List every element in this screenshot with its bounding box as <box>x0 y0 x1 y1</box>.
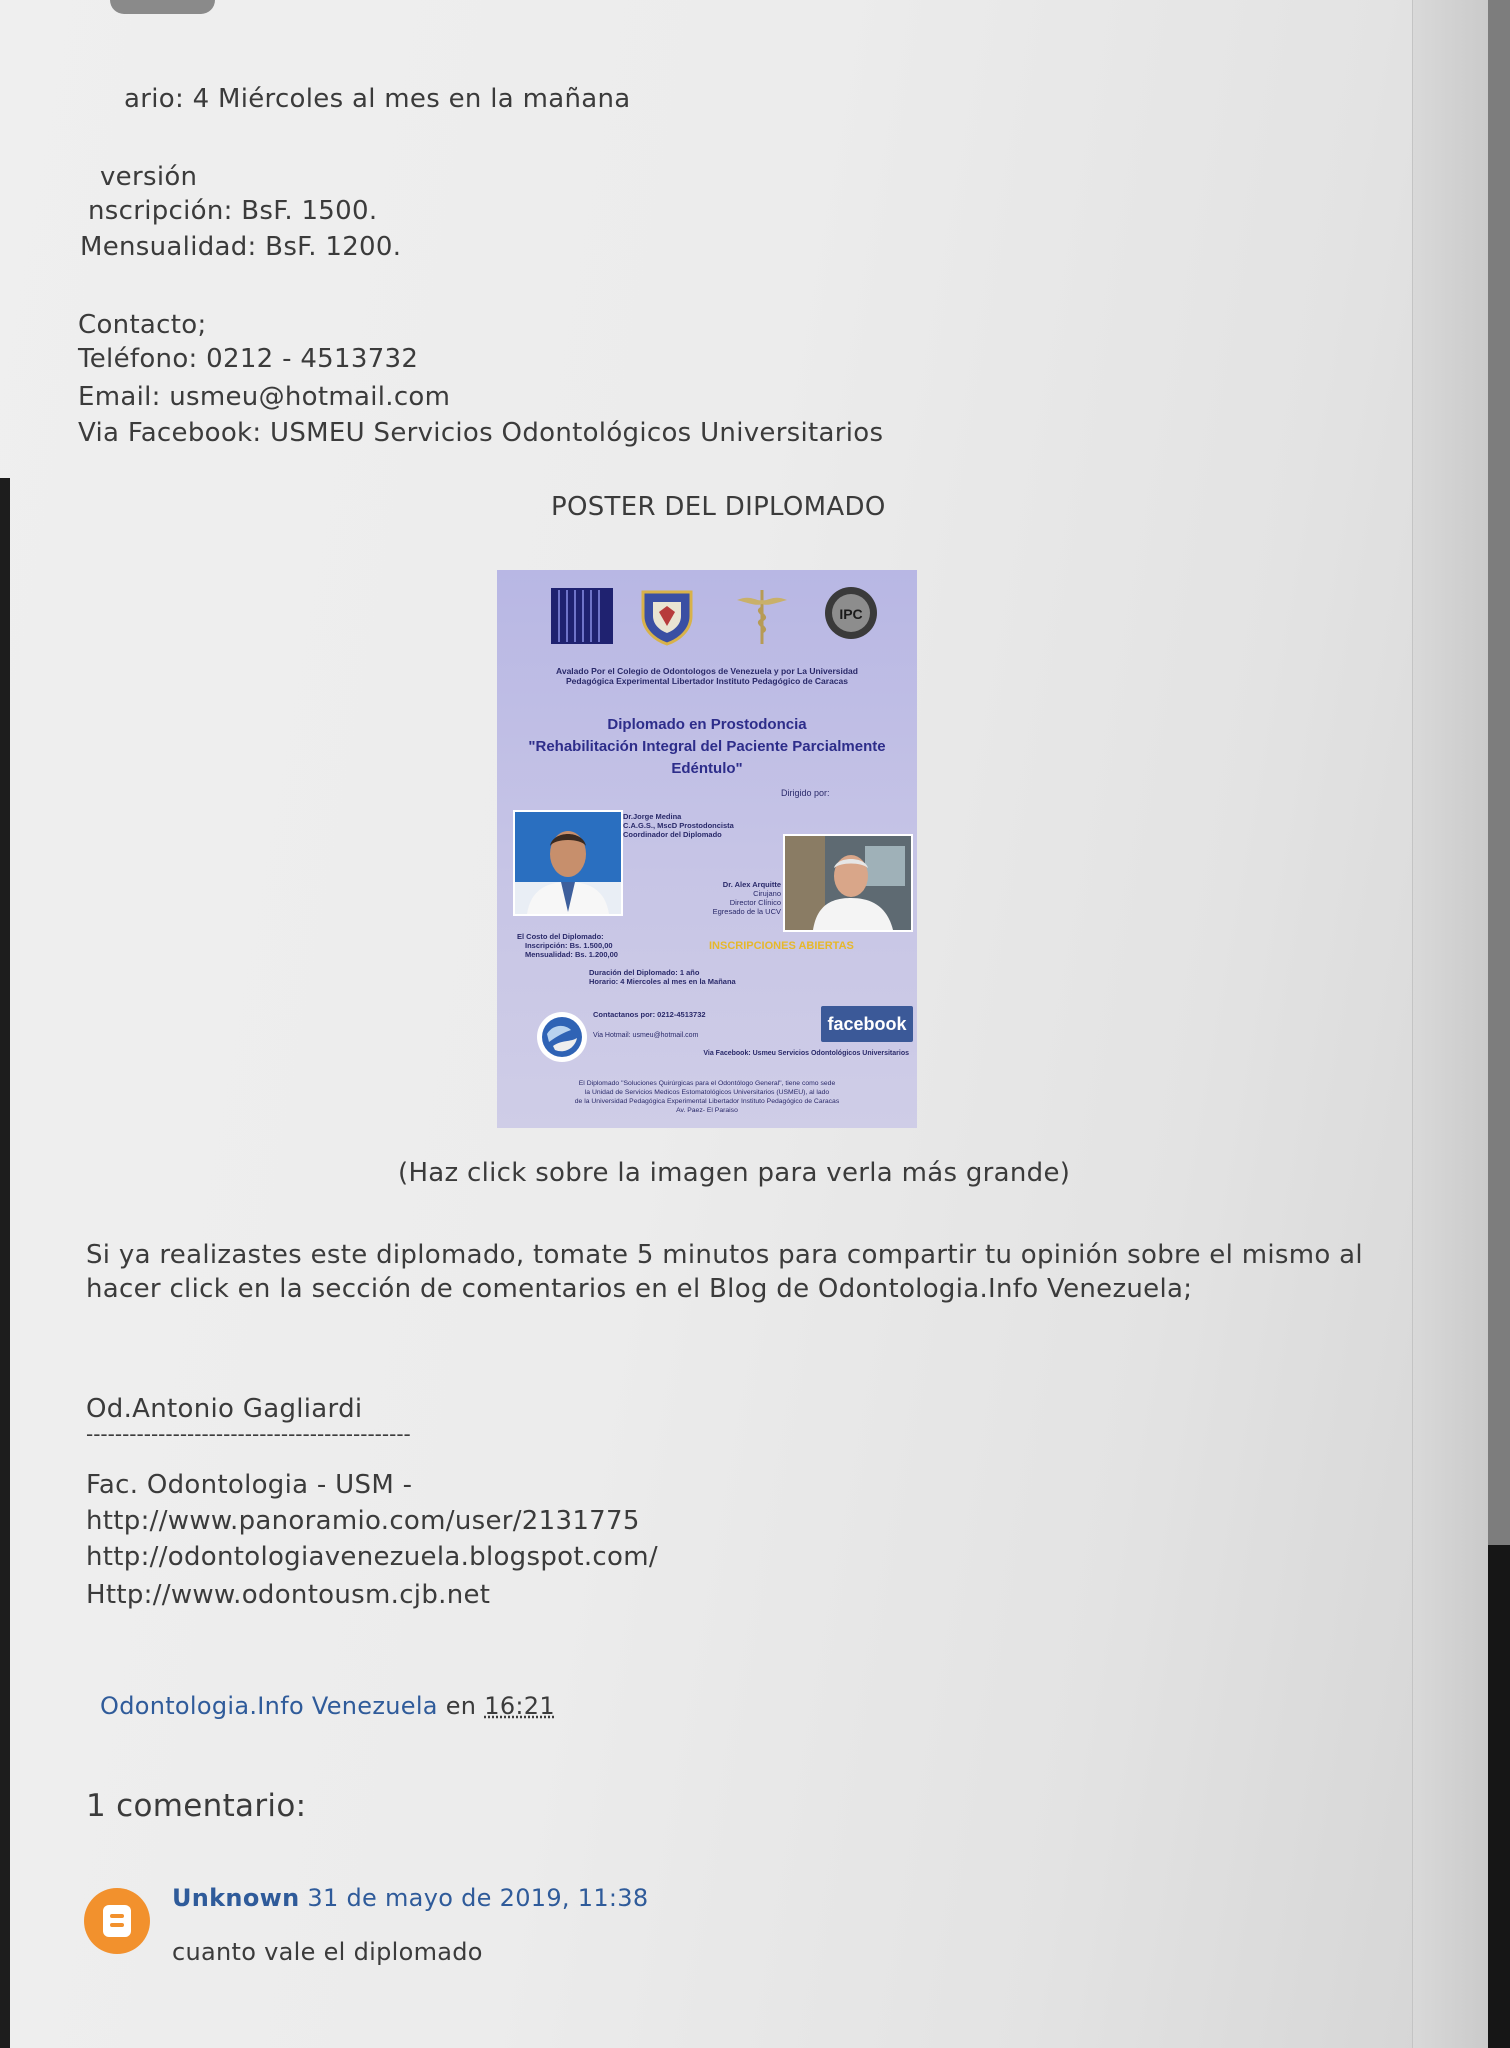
doc2-egr: Egresado de la UCV <box>712 907 781 916</box>
doc2-role: Cirujano <box>753 889 781 898</box>
opinion-line-1: Si ya realizastes este diplomado, tomate 5 minutos para compartir tu opinión sobre el mismo al <box>86 1240 1363 1270</box>
poster-hotmail: Via Hotmail: usmeu@hotmail.com <box>593 1032 699 1039</box>
poster-costo: El Costo del Diplomado: <box>517 932 604 941</box>
url-odontousm: Http://www.odontousm.cjb.net <box>86 1580 491 1610</box>
caduceus-icon <box>733 586 791 648</box>
comment-header <box>172 1884 648 1912</box>
url-blogspot: http://odontologiavenezuela.blogspot.com/ <box>86 1542 658 1572</box>
poster-footer1: El Diplomado "Soluciones Quirúrgicas para el Odontólogo General", tiene como sede <box>578 1080 836 1087</box>
click-hint: (Haz click sobre la imagen para verla más grande) <box>398 1158 1071 1188</box>
signature-rule: --------------------------------------------- <box>86 1422 411 1446</box>
faculty-line: Fac. Odontologia - USM - <box>86 1470 413 1500</box>
comment-author-link[interactable]: Unknown <box>172 1884 300 1912</box>
post-footer-en: en <box>437 1692 485 1720</box>
inversion-title: versión <box>100 162 198 192</box>
poster-dirigido: Dirigido por: <box>781 788 830 798</box>
post-footer <box>100 1692 555 1720</box>
doc2-dir: Director Clínico <box>729 898 781 907</box>
poster-aval-line1: Avalado Por el Colegio de Odontologos de Venezuela y por La Universidad <box>556 666 858 676</box>
opinion-line-2: hacer click en la sección de comentarios en el Blog de Odontologia.Info Venezuela; <box>86 1274 1193 1304</box>
mensualidad-line: Mensualidad: BsF. 1200. <box>80 232 402 262</box>
facebook-line: Via Facebook: USMEU Servicios Odontológicos Universitarios <box>78 418 884 448</box>
poster-aval-line2: Pedagógica Experimental Libertador Instituto Pedagógico de Caracas <box>566 676 848 686</box>
facebook-logo: facebook <box>821 1006 913 1042</box>
poster-footer4: Av. Paez- El Paraiso <box>676 1107 738 1114</box>
doc1-role: Coordinador del Diplomado <box>623 830 722 839</box>
poster-contactenos: Contactanos por: 0212-4513732 <box>593 1010 706 1019</box>
poster-insc: Inscripción: Bs. 1.500,00 <box>525 941 613 950</box>
diplomado-poster-image[interactable] <box>497 570 917 1128</box>
contacto-heading: Contacto; <box>78 310 207 340</box>
telefono-line: Teléfono: 0212 - 4513732 <box>78 344 419 374</box>
comment-text: cuanto vale el diplomado <box>172 1938 483 1966</box>
page-corner <box>110 0 215 14</box>
poster-heading: POSTER DEL DIPLOMADO <box>551 492 886 522</box>
url-panoramio: http://www.panoramio.com/user/2131775 <box>86 1506 640 1536</box>
poster-subtitle-line1: "Rehabilitación Integral del Paciente Parcialmente <box>528 738 886 755</box>
doc1-name: Dr.Jorge Medina <box>623 812 682 821</box>
post-time-link[interactable]: 16:21 <box>484 1692 555 1720</box>
university-logo-icon <box>549 584 615 648</box>
inscripcion-line: nscripción: BsF. 1500. <box>88 196 378 226</box>
poster-subtitle-line2: Edéntulo" <box>671 760 743 777</box>
ipc-logo-icon <box>823 584 879 642</box>
author-link[interactable]: Odontologia.Info Venezuela <box>100 1692 438 1720</box>
poster-footer2: la Unidad de Servicios Medicos Estomatológicos Universitarios (USMEU), al lado <box>584 1089 830 1096</box>
poster-title: Diplomado en Prostodoncia <box>607 716 807 733</box>
poster-inscripciones-abiertas: INSCRIPCIONES ABIERTAS <box>709 940 854 952</box>
poster-horario: Horario: 4 Miercoles al mes en la Mañana <box>589 977 736 986</box>
poster-duracion: Duración del Diplomado: 1 año <box>589 968 700 977</box>
doc2-name: Dr. Alex Arquitte <box>722 880 781 889</box>
back-sheet <box>1412 0 1488 2048</box>
right-background-edge <box>1488 1545 1510 2048</box>
horario-line: ario: 4 Miércoles al mes en la mañana <box>124 84 631 114</box>
svg-text:IPC: IPC <box>839 606 863 622</box>
doc1-cred: C.A.G.S., MscD Prostodoncista <box>623 821 734 830</box>
blogger-avatar-icon[interactable] <box>84 1888 150 1954</box>
college-shield-icon <box>639 586 695 646</box>
doctor-2-photo <box>783 834 913 932</box>
left-background-edge <box>0 478 10 2048</box>
comment-date-link[interactable]: 31 de mayo de 2019, 11:38 <box>307 1884 649 1912</box>
doctor-1-photo <box>513 810 623 916</box>
signature-name: Od.Antonio Gagliardi <box>86 1394 363 1424</box>
poster-footer3: de la Universidad Pedagógica Experimental Libertador Instituto Pedagógico de Caracas <box>574 1098 840 1105</box>
poster-via-fb: Via Facebook: Usmeu Servicios Odontológicos Universitarios <box>703 1050 909 1057</box>
poster-mens: Mensualidad: Bs. 1.200,00 <box>525 950 618 959</box>
usmeu-globe-icon <box>535 1010 589 1064</box>
email-line: Email: usmeu@hotmail.com <box>78 382 451 412</box>
comments-heading: 1 comentario: <box>86 1788 307 1824</box>
